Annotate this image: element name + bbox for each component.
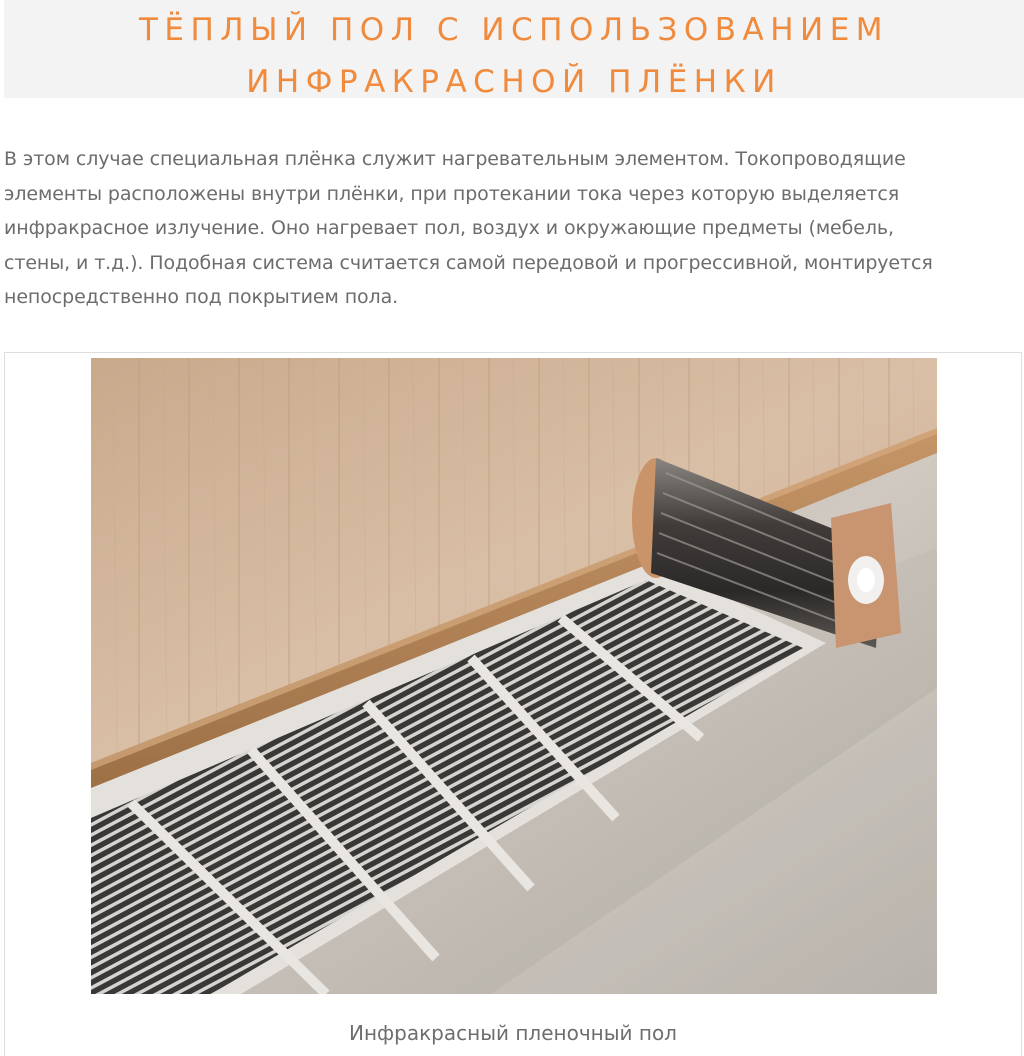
paragraph-line: В этом случае специальная плёнка служит нагревательным элементом. Токопроводящие	[4, 148, 906, 170]
paragraph-line: инфракрасное излучение. Оно нагревает пол, воздух и окружающие предметы (мебель,	[4, 217, 894, 239]
infrared-film-photo[interactable]	[91, 358, 937, 994]
paragraph-line: непосредственно под покрытием пола.	[4, 286, 399, 308]
image-caption: Инфракрасный пленочный пол	[349, 1021, 677, 1045]
paragraph-line: элементы расположены внутри плёнки, при протекании тока через которую выделяется	[4, 182, 900, 205]
page-title-line-1: ТЁПЛЫЙ ПОЛ С ИСПОЛЬЗОВАНИЕМ	[138, 12, 890, 48]
article-paragraph	[4, 142, 1024, 315]
page-title-line-2: ИНФРАКРАСНОЙ ПЛЁНКИ	[246, 64, 782, 100]
paragraph-line: стены, и т.д.). Подобная система считается самой передовой и прогрессивной, монтируется	[4, 251, 933, 274]
page-title	[4, 4, 1024, 108]
image-figure	[4, 352, 1022, 1056]
page-title-bar	[4, 0, 1024, 98]
